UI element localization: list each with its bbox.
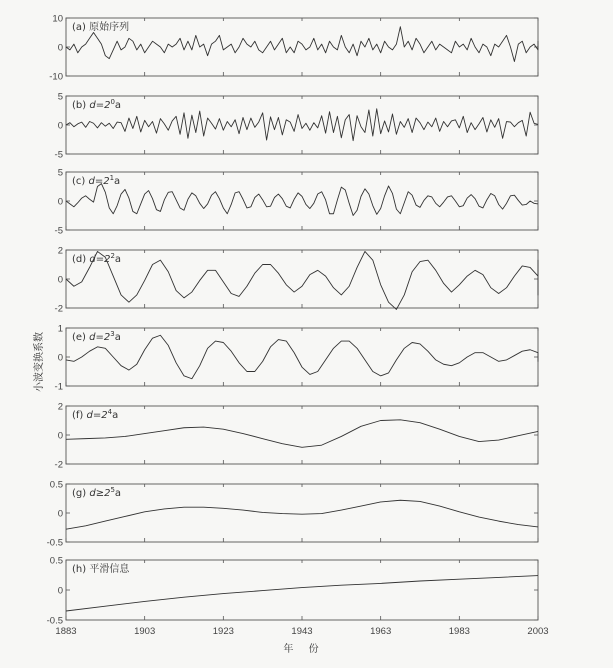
y-tick-label: -5 [54, 149, 63, 161]
y-tick-label: -1 [54, 381, 63, 393]
y-tick-label: 10 [52, 13, 63, 25]
y-tick-label: -2 [54, 303, 63, 315]
y-tick-label: 0 [57, 120, 63, 132]
y-tick-label: 0 [57, 508, 63, 520]
x-tick-label: 1903 [134, 626, 156, 637]
y-tick-label: 0.5 [49, 555, 63, 567]
panel-title-e: (e) $d=2^3a$ [72, 330, 121, 343]
y-tick-label: 0 [57, 196, 63, 208]
panel-title-a: (a) 原始序列 [72, 22, 130, 33]
y-tick-label: 2 [57, 245, 63, 257]
x-tick-label: 2003 [527, 626, 549, 637]
x-tick-label: 1983 [448, 626, 470, 637]
x-tick-label: 1963 [370, 626, 392, 637]
panel-title-d: (d) $d=2^2a$ [72, 252, 122, 265]
y-tick-label: 5 [57, 167, 63, 179]
x-tick-label: 1883 [55, 626, 77, 637]
panel-title-f: (f) $d=2^4a$ [72, 408, 119, 421]
y-tick-label: 0.5 [49, 479, 63, 491]
y-tick-label: 0 [57, 42, 63, 54]
y-tick-label: -0.5 [46, 537, 63, 549]
x-tick-label: 1923 [212, 626, 234, 637]
y-tick-label: 5 [57, 91, 63, 103]
panel-title-c: (c) $d=2^1a$ [72, 174, 121, 187]
y-tick-label: 0 [57, 430, 63, 442]
y-tick-label: -0.5 [46, 615, 63, 627]
x-axis-label: 年 份 [283, 644, 325, 655]
x-tick-label: 1943 [291, 626, 313, 637]
panel-title-g: (g) $d\ge 2^5a$ [72, 486, 122, 499]
y-tick-label: 2 [57, 401, 63, 413]
y-tick-label: 1 [57, 323, 63, 335]
y-tick-label: -10 [49, 71, 63, 83]
y-tick-label: 0 [57, 352, 63, 364]
panel-title-b: (b) $d=2^0a$ [72, 98, 122, 111]
y-tick-label: -2 [54, 459, 63, 471]
y-tick-label: 0 [57, 585, 63, 597]
y-tick-label: 0 [57, 274, 63, 286]
y-tick-label: -5 [54, 225, 63, 237]
y-axis-label: 小波变换系数 [34, 332, 45, 392]
panel-title-h: (h) 平滑信息 [72, 564, 130, 575]
